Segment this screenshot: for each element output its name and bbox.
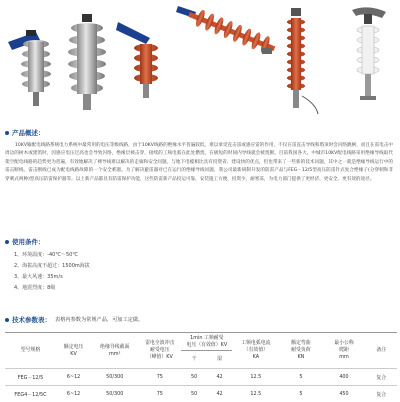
cell-impulse: 75 xyxy=(138,369,181,386)
arrester-polymer-vertical xyxy=(287,8,318,114)
header-model: 型号规格 xyxy=(5,333,56,369)
cell-bending-load: 5 xyxy=(279,386,322,402)
header-bending-load: 额定弯曲 耐受负荷 KN xyxy=(279,333,322,369)
cell-pf-dry: 50 xyxy=(181,369,206,386)
bullet-icon xyxy=(5,240,9,244)
cell-bending-load: 5 xyxy=(279,369,322,386)
header-pf-wet: 湿 xyxy=(207,351,232,369)
bullet-icon xyxy=(5,131,9,135)
cell-remarks: 复合 xyxy=(366,369,397,386)
overview-paragraph: 10KV输配电线路系统电力系统中最常用的电压等级线路，由于10KV线路的绝缘水平普遍较低，难以承受直击雷或感应雷的作用，不仅在雷直击导线和塔顶时会闪络跳闸，而且在雷电击中周边的树木或建筑时，因感应电压过高也会导致闪络，绝缘层被击穿，接续的工频电弧在此处燃烧，在极短的时间内导线就会被烧断。目前我国各大、中城市10KV配电线路采用绝缘导线取代架空配电线路的趋势更为普遍，有效地解决了裸导线难以解决的走廊和安全问题。与地下电缆相比具有投资省、建设快的优点，但也带来了一些新的技术问题，其中之一就是绝缘导线运行中的雷击断线。雷击断线已成为配电线路故障的一个安全难题。为了解决避雷器对已在运行的绝缘导线问题，我公司最新研制开发的防雷产品与FEG－12/5型高压防雷针式复合绝缘子(分穿刺和非穿刺式两种)型高压防雷保护器等。以上新产品都具有防雷保护功能，这些防雷新产品投运可靠，安装施工方便，投资少，耐寒冻，为电力部门提供了更经济、更安全、更有效的途径。 xyxy=(5,142,393,184)
cell-remarks: 复合 xyxy=(366,386,397,402)
cell-model: FEG－12/5 xyxy=(5,369,56,386)
cell-pf-wet: 42 xyxy=(207,369,232,386)
cell-min-distance: 400 xyxy=(322,369,365,386)
cell-arc-current: 12.5 xyxy=(232,369,279,386)
insulator-polymer-long-string xyxy=(176,6,275,54)
cell-creepage: 50/300 xyxy=(91,369,138,386)
condition-item: 1、环境温度：-40℃～50℃ xyxy=(14,250,90,261)
product-photo-strip xyxy=(0,0,400,118)
cell-model: FEG4－12/5C xyxy=(5,386,56,402)
cell-arc-current: 12.5 xyxy=(232,386,279,402)
specs-title: 技术参数表： xyxy=(12,315,51,324)
insulator-white-clamp xyxy=(352,7,386,100)
table-row xyxy=(5,369,397,386)
condition-item: 4、地震烈度：8级 xyxy=(14,283,90,294)
condition-item: 2、海拔高度不超过：1500m海拔 xyxy=(14,261,90,272)
cell-pf-wet: 42 xyxy=(207,386,232,402)
header-pf-withstand: 1min 工频耐受 电压（有效值）KV xyxy=(181,333,232,351)
conditions-heading xyxy=(5,237,45,246)
header-creepage: 绝缘导线截面 mm² xyxy=(91,333,138,369)
overview-title: 产品概述： xyxy=(12,128,45,137)
conditions-title: 使用条件： xyxy=(12,237,45,246)
specs-note: 表格内参数为常规产品，可加工定做。 xyxy=(55,316,143,323)
condition-item: 3、最大风速：35m/s xyxy=(14,272,90,283)
insulator-polymer-red-arm xyxy=(116,22,158,98)
specs-table xyxy=(5,332,397,402)
specs-heading xyxy=(5,315,143,324)
cell-creepage: 50/300 xyxy=(91,386,138,402)
header-pf-dry: 干 xyxy=(181,351,206,369)
cell-min-distance: 450 xyxy=(322,386,365,402)
bullet-icon xyxy=(5,318,9,322)
conditions-list xyxy=(14,250,90,294)
header-arc-current: 工频电弧电流 （有效值） KA xyxy=(232,333,279,369)
header-rated-voltage: 额定电压 KV xyxy=(56,333,91,369)
cell-impulse: 75 xyxy=(138,386,181,402)
header-min-distance: 最小公称 爬距 mm xyxy=(322,333,365,369)
cell-pf-dry: 50 xyxy=(181,386,206,402)
header-remarks: 备注 xyxy=(366,333,397,369)
cell-rated-voltage: 6~12 xyxy=(56,386,91,402)
header-impulse: 雷电全波冲击 耐受电压 （峰值）KV xyxy=(138,333,181,369)
cell-rated-voltage: 6~12 xyxy=(56,369,91,386)
overview-heading xyxy=(5,128,45,137)
insulator-porcelain-blue-arm xyxy=(8,30,51,106)
insulator-porcelain-large xyxy=(68,14,106,110)
